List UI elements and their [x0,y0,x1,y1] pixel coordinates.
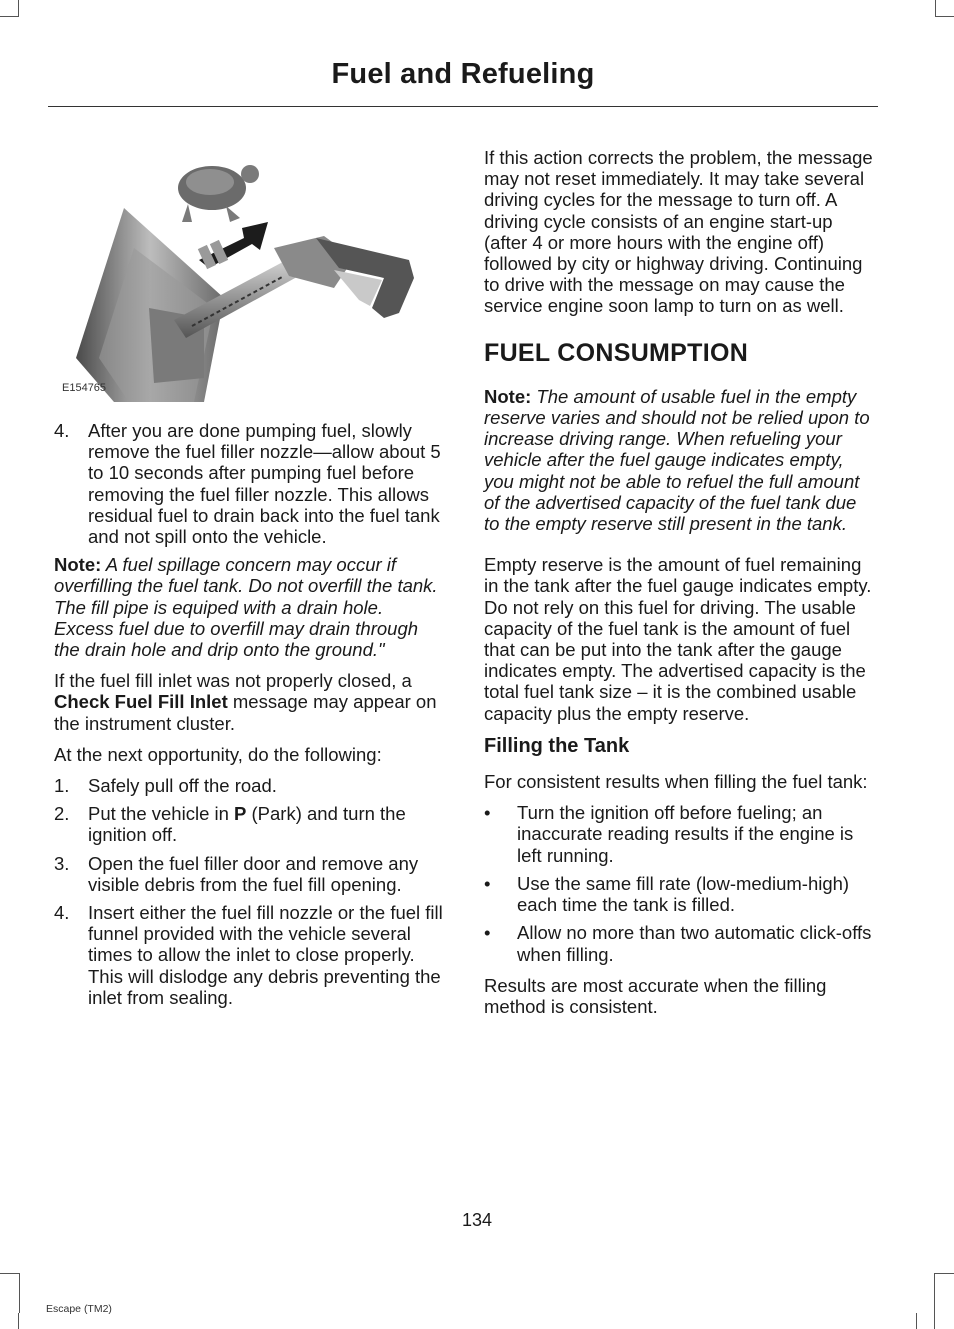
bullet-text: Allow no more than two automatic click-offs when filling. [517,922,872,965]
list-number: 2. [54,803,70,825]
crop-mark [934,1273,935,1313]
crop-mark [916,1313,917,1329]
list-number: 4. [54,420,70,441]
crop-mark [18,0,19,17]
crop-mark [935,16,954,17]
message-name: Check Fuel Fill Inlet [54,691,228,713]
crop-mark [0,16,18,17]
list-item [54,902,446,1008]
list-text: Open the fuel filler door and remove any visible debris from the fuel fill opening. [88,852,419,895]
list-number: 3. [54,852,70,874]
fuel-nozzle-turtle-illustration [54,148,446,402]
note-label: Note: [54,554,102,576]
bullet: • [484,922,491,944]
bullet-text: Use the same fill rate (low-medium-high) each time the tank is filled. [517,872,850,916]
note-label: Note: [484,385,532,407]
crop-mark [935,0,936,17]
list-text-part: (Park) and turn the ignition off. [88,803,406,846]
bullet-item [484,802,876,866]
paragraph-text: message may appear on the instrument cluster. [54,691,437,734]
page-title: Fuel and Refueling [331,58,595,90]
bullet-item [484,922,876,964]
note-text: The amount of usable fuel in the empty reserve varies and should not be relied upon to increase driving range. When refueling your vehicle after the fuel gauge indicates empty, you might not be able to refuel the full amount of the advertised capacity of the fuel tank due to the empty reserve still present in the tank. [484,385,870,535]
paragraph: Empty reserve is the amount of fuel remaining in the tank after the fuel gauge indicates empty. Do not rely on this fuel for driving. The usable capacity of the fuel tank is the amount of fuel that can be put into the tank after the gauge indicates empty. The advertised capacity is the total fuel tank size – it is the combined usable capacity plus the empty reserve. [484,554,872,724]
list-text: Safely pull off the road. [88,775,277,797]
bullet-item [484,873,876,915]
note-text: A fuel spillage concern may occur if overfilling the fuel tank. Do not overfill the tank. The fill pipe is equiped with a drain hole. Excess fuel due to overfill may drain through the drain hole and drip onto the ground." [54,554,438,661]
list-text-part: Put the vehicle in [88,803,235,825]
bullet: • [484,802,491,824]
right-column [484,147,876,1027]
list-text: After you are done pumping fuel, slowly remove the fuel filler nozzle—allow about 5 to 10 seconds after pumping fuel before removing the fuel filler nozzle. This allows residual fuel to drain back into the fuel tank and not spill onto the vehicle. [88,420,441,548]
list-number: 4. [54,902,70,924]
list-text [88,803,406,845]
figure-code: E154765 [62,382,107,394]
subsection-heading: Filling the Tank [484,734,630,757]
crop-mark [19,1273,20,1313]
list-item [54,853,446,895]
paragraph: At the next opportunity, do the following: [54,743,382,765]
gear-letter: P [234,803,247,825]
list-item [54,803,446,845]
paragraph: If this action corrects the problem, the message may not reset immediately. It may take several driving cycles for the message to turn off. A driving cycle consists of an engine start-up (after 4 or more hours with the engine off) followed by city or highway driving. Continuing to drive with the message on may cause the service engine soon lamp to turn on as well. [484,147,873,317]
footer-model: Escape (TM2) [46,1303,112,1315]
crop-mark [0,1273,20,1274]
note [484,386,876,534]
figure [54,148,446,402]
crop-mark [18,1313,19,1329]
paragraph-text: If the fuel fill inlet was not properly closed, a [54,670,412,692]
paragraph: For consistent results when filling the fuel tank: [484,771,868,793]
list-item [54,420,446,547]
page-number: 134 [461,1210,493,1230]
section-heading: FUEL CONSUMPTION [484,338,749,367]
note [54,554,446,660]
title-divider [48,106,878,107]
list-text: Insert either the fuel fill nozzle or the fuel fill funnel provided with the vehicle several times to allow the inlet to close properly. This will dislodge any debris preventing the inlet from sealing. [88,902,443,1008]
crop-mark [934,1313,935,1329]
bullet: • [484,872,491,894]
left-column [54,148,446,1015]
paragraph: Results are most accurate when the filling method is consistent. [484,974,827,1017]
bullet-text: Turn the ignition off before fueling; an inaccurate reading results if the engine is left running. [517,802,854,866]
paragraph [54,670,446,734]
crop-mark [934,1273,954,1274]
list-item [54,775,446,796]
list-number: 1. [54,775,70,797]
